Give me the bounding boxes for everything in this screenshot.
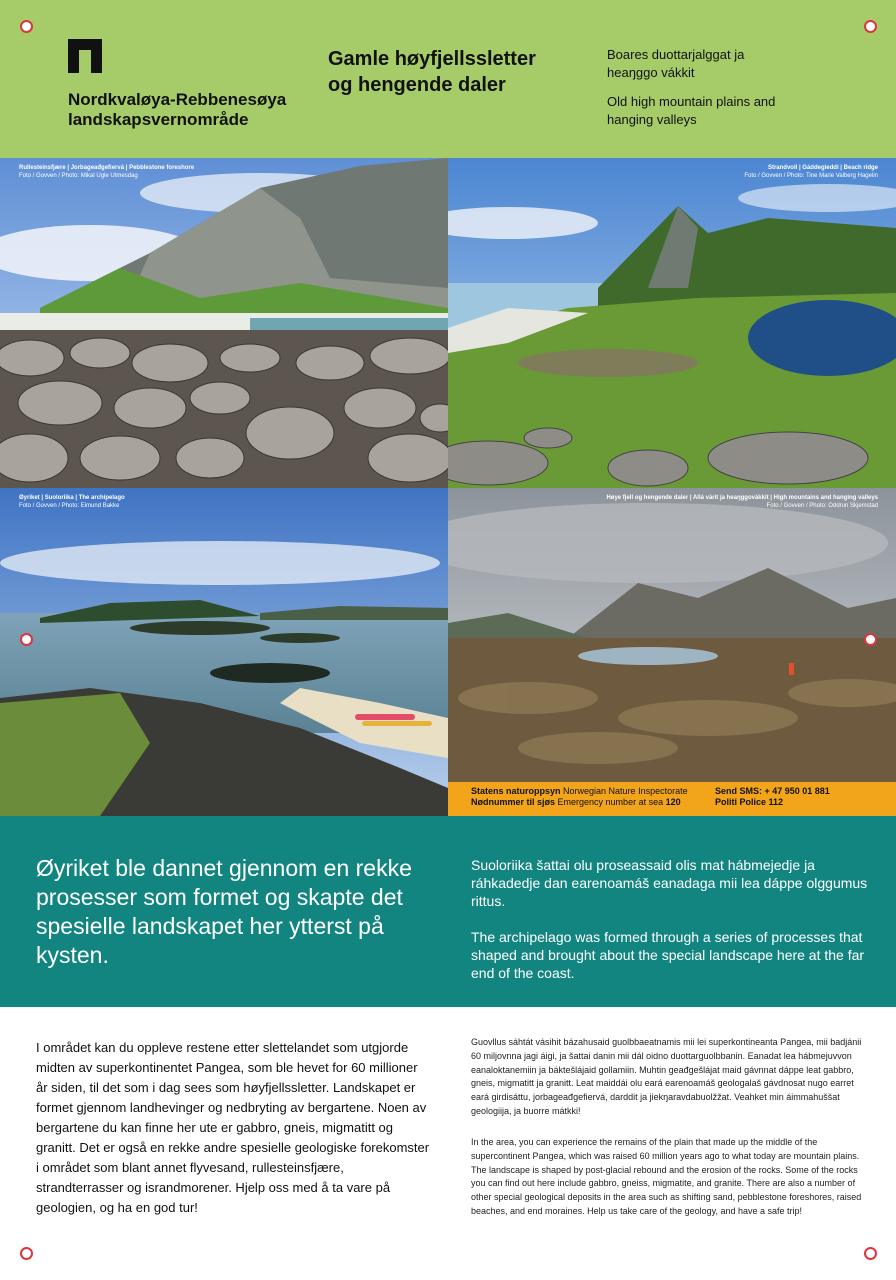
title-norwegian	[328, 46, 588, 98]
photo-caption	[606, 494, 878, 510]
photo-caption	[744, 164, 878, 180]
emergency-label: Nødnummer til sjøs	[471, 797, 556, 807]
title-no-line2: og hengende daler	[328, 74, 506, 96]
police-number: Police 112	[739, 797, 784, 807]
caption-credit: Foto / Govven / Photo: Oddrun Skjemstad	[766, 503, 878, 509]
title-se-line1: Boares duottarjalggat ja	[607, 47, 745, 62]
title-sami	[607, 46, 847, 82]
photo-pebblestone-foreshore	[0, 158, 448, 488]
intro-norwegian: Øyriket ble dannet gjennom en rekke prosesser som formet og skapte det spesielle landskapet her ytterst på kysten.	[36, 855, 412, 968]
photo-caption	[19, 164, 194, 180]
body-english: In the area, you can experience the remains of the plain that made up the middle of the supercontinent Pangea, which was raised 60 million years ago to what today are mountain plains. The landscape is shaped by post-glacial rebound and the erosion of the rocks. Some of the rocks you can find out here include gabbro, gneiss, migmatite, and granite. There are also a number of other special geological deposits in the area such as shifting sand, pebblestone foreshores, raised beaches, and end moraines. Help us take care of the geology, and have a safe trip!	[471, 1137, 862, 1216]
caption-credit: Foto / Govven / Photo: Eimund Bakke	[19, 503, 120, 509]
contact-right	[715, 786, 830, 808]
caption-title: Rullesteinsfjære | Jorbageađgefiervá | Pebblestone foreshore	[19, 165, 195, 171]
inspectorate-english: Norwegian Nature Inspectorate	[563, 786, 688, 796]
mount-hole-marker	[20, 633, 33, 646]
emergency-english: Emergency number at sea	[557, 797, 664, 807]
intro-sami: Suoloriika šattai olu proseassaid olis mat hábmejedje ja ráhkadedje dan earenoamáš eanadaga mii lea dáppe olggumus rittus.	[471, 857, 868, 909]
caption-credit: Foto / Govven / Photo: Mikal Ugle Utmesdag	[19, 173, 138, 179]
photo-archipelago	[0, 488, 448, 816]
mount-hole-marker	[20, 20, 33, 33]
title-english	[607, 93, 847, 129]
inspectorate-name: Statens naturoppsyn	[471, 786, 561, 796]
body-sami: Guovllus sáhtát vásihit bázahusaid guolbbaeatnamis mii lei superkontineanta Pangea, mii badjánii 60 miljovnna jagi áigi, ja šattai danin mii dál oidno duottarguolbbanin. Eanadat lea hábmejuvvon eanaloktanemiin ja báktešlájaid gollamiin. Muhtin geađgešlájat maid gávnnat dáppe leat gabbro, gneis, migmatitt ja granitt. Leat maiddái olu eará earenoamáš geologalaš gávdnosat nugo earret eará girdisáttu, jorbageađgefiervá, darddit ja jiekŋaravdabuolžžat. Veahket min áimmahuššat geologiija, ja buorre mátkki!	[471, 1037, 862, 1116]
header-band	[0, 0, 896, 158]
body-norwegian: I området kan du oppleve restene etter slettelandet som utgjorde midten av superkontinentet Pangea, som ble hevet for 60 millioner år siden, til det som i dag sees som høyfjellssletter. Landskapet er formet gjennom landhevinger og nedbryting av bergartene. Noen av bergartene du kan finne her ute er gabbro, gneis, migmatitt og granitt. Det er også en rekke andre spesielle geologiske forekomster i området som blant annet flyvesand, rullesteinsfjære, strandterrasser og israndmorener. Hjelp oss med å ta vare på geologien, og ha en god tur!	[36, 1040, 430, 1215]
caption-title: Høye fjell og hengende daler | Allá várit ja heaŋggovákkit | High mountains and hanging valleys	[606, 495, 878, 501]
contact-left	[471, 786, 688, 808]
title-en-line1: Old high mountain plains and	[607, 94, 776, 109]
photo-high-mountains	[448, 488, 896, 782]
logo-icon	[68, 39, 102, 73]
photo-caption	[19, 494, 125, 510]
caption-credit: Foto / Govven / Photo: Tine Marie Valberg Hagelin	[744, 173, 878, 179]
org-name	[68, 90, 328, 130]
org-name-line2: landskapsvernområde	[68, 110, 249, 129]
title-no-line1: Gamle høyfjellssletter	[328, 48, 536, 70]
mount-hole-marker	[864, 20, 877, 33]
emergency-number: 120	[665, 797, 681, 807]
intro-english: The archipelago was formed through a series of processes that shaped and brought about the special landscape here at the far end of the coast.	[471, 929, 865, 981]
police-label: Politi	[715, 797, 737, 807]
mount-hole-marker	[20, 1247, 33, 1260]
mount-hole-marker	[864, 633, 877, 646]
photo-beach-ridge	[448, 158, 896, 488]
org-name-line1: Nordkvaløya-Rebbenesøya	[68, 90, 287, 109]
title-se-line2: heaŋggo vákkit	[607, 65, 695, 80]
contact-banner	[448, 782, 896, 816]
caption-title: Øyriket | Suoloriika | The archipelago	[19, 495, 125, 501]
caption-title: Strandvoll | Gáddegieddi | Beach ridge	[767, 165, 878, 171]
mount-hole-marker	[864, 1247, 877, 1260]
intro-band	[0, 816, 896, 1007]
title-en-line2: hanging valleys	[607, 112, 697, 127]
sms-number: Send SMS: + 47 950 01 881	[715, 786, 830, 796]
